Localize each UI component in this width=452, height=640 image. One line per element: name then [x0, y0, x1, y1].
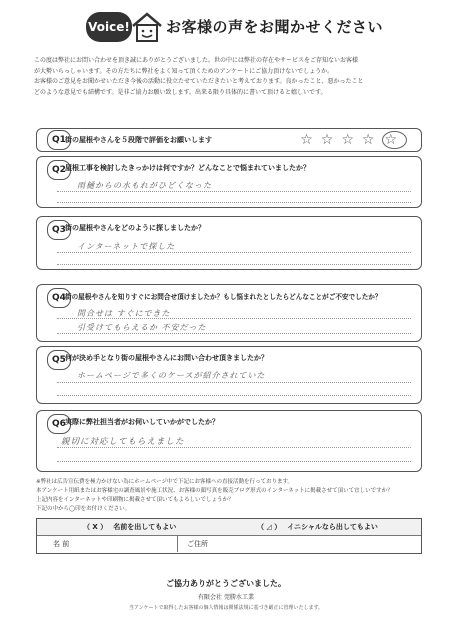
- question-label: Q2: [47, 160, 71, 180]
- answer-line: [57, 318, 411, 319]
- voice-badge: Voice!: [86, 12, 132, 42]
- smiling-house-icon: [130, 10, 164, 44]
- consent-option-name[interactable]: [77, 519, 176, 535]
- answer-text: 雨樋からの水もれがひどくなった: [77, 181, 212, 190]
- rating-stars[interactable]: [300, 132, 407, 148]
- question-q2: [36, 156, 422, 208]
- answer-line: [57, 461, 411, 462]
- answer-line: [57, 447, 411, 448]
- answer-text: 親切に対応してもらえました: [61, 437, 185, 447]
- consent-form: [36, 518, 422, 554]
- question-label: Q1: [47, 130, 71, 150]
- intro-line: が大勢いらっしゃいます。その方たちに弊社をよく知って頂くためのアンケートにご協力頂けないでしょうか。: [34, 67, 334, 75]
- notice-line: 下記の中から◯印をお付けください。: [36, 506, 131, 512]
- question-label: Q5: [47, 350, 71, 370]
- page-title: お客様の声をお聞かせください: [166, 18, 384, 36]
- answer-line: [57, 264, 411, 265]
- question-q4: [36, 284, 422, 342]
- notice-line: 上記内容をインターネットや印刷物に掲載させて頂いてもよろしいでしょうか？: [36, 497, 234, 503]
- question-label: Q3: [47, 220, 71, 240]
- answer-text: インターネットで探した: [77, 242, 176, 251]
- consent-option-initial[interactable]: [251, 519, 378, 535]
- question-text: 街の屋根やさんをどのように探しましたか？: [65, 224, 205, 232]
- star-icon[interactable]: ☆☆☆☆: [300, 132, 383, 148]
- option-mark: （ X ）: [83, 523, 108, 531]
- consent-options-row: [37, 519, 421, 536]
- answer-line: [57, 191, 411, 192]
- address-label: ご住所: [187, 540, 208, 548]
- answer-line: [57, 333, 411, 334]
- answer-line: [57, 395, 411, 396]
- thanks-message: ご協力ありがとうございました。: [166, 579, 286, 588]
- name-label: 名 前: [53, 540, 70, 548]
- question-q3: [36, 216, 422, 270]
- answer-text: 引受けてもらえるか 不安だった: [77, 323, 207, 332]
- option-mark: （ ◿ ）: [257, 523, 282, 531]
- answer-line: [57, 202, 411, 203]
- intro-text: [34, 56, 420, 98]
- question-q6: [36, 410, 422, 472]
- notice-line: 本アンケート用紙またはお客様宅の調査風景や施工状況、お客様の顔写真を販売ブログ形式のインターネットに掲載させて頂いて宜しいですか？: [36, 488, 393, 494]
- intro-line: どのような意見でも結構です。是非ご協力お願い致します。出来る限り具体的に書いて頂けると嬉しいです。: [34, 88, 327, 96]
- notice-line: ※弊社は広告宣伝費を極力かけない為にホームページ中で下記にお客様への直接活動を行っております。: [36, 479, 294, 485]
- intro-line: この度は弊社にお問い合わせを頂き誠にありがとうございました。世の中には弊社の存在やサービスをご存知ないお客様: [34, 57, 359, 64]
- survey-header: [86, 8, 386, 50]
- option-label: イニシャルなら出してもよい: [287, 523, 378, 531]
- publication-notice: [36, 478, 422, 514]
- question-q1: [36, 128, 422, 152]
- question-q5: [36, 346, 422, 404]
- company-name: 有限会社 莞勝水工業: [198, 594, 254, 601]
- answer-text: 問合せは すぐにできた: [77, 309, 171, 318]
- divider: [177, 536, 178, 552]
- intro-line: お客様のご意見をお聞かせいただき今後の活動に役立たせていただきたいと考えております。良かったこと、悪かったこと: [34, 78, 364, 85]
- privacy-notice: 当アンケートで取得したお客様の個人情報は関係法規に基づき厳正に管理いたします。: [128, 605, 324, 611]
- answer-line: [57, 252, 411, 253]
- option-label: 名前を出してもよい: [113, 523, 177, 531]
- question-text: 実際に弊社担当者がお伺いしていかがでしたか？: [65, 418, 219, 426]
- question-label: Q4: [47, 288, 71, 308]
- answer-text: ホームページで多くのケースが紹介されていた: [77, 371, 266, 380]
- question-text: 街の屋根やさんを知りすぐにお問合せ頂けましたか？もし悩まれたとしたらどんなことがご不安でしたか？: [65, 293, 382, 301]
- answer-line: [57, 382, 411, 383]
- question-text: 何が決め手となり街の屋根やさんにお問い合わせ頂きましたか？: [65, 354, 268, 362]
- question-text: 街の屋根やさんを５段階で評価をお願いします: [65, 136, 212, 144]
- selected-star-icon[interactable]: ☆: [384, 132, 405, 148]
- question-label: Q6: [47, 414, 71, 434]
- question-text: 屋根工事を検討したきっかけは何ですか？どんなことで悩まれていましたか？: [65, 164, 310, 172]
- name-address-row: [37, 536, 421, 552]
